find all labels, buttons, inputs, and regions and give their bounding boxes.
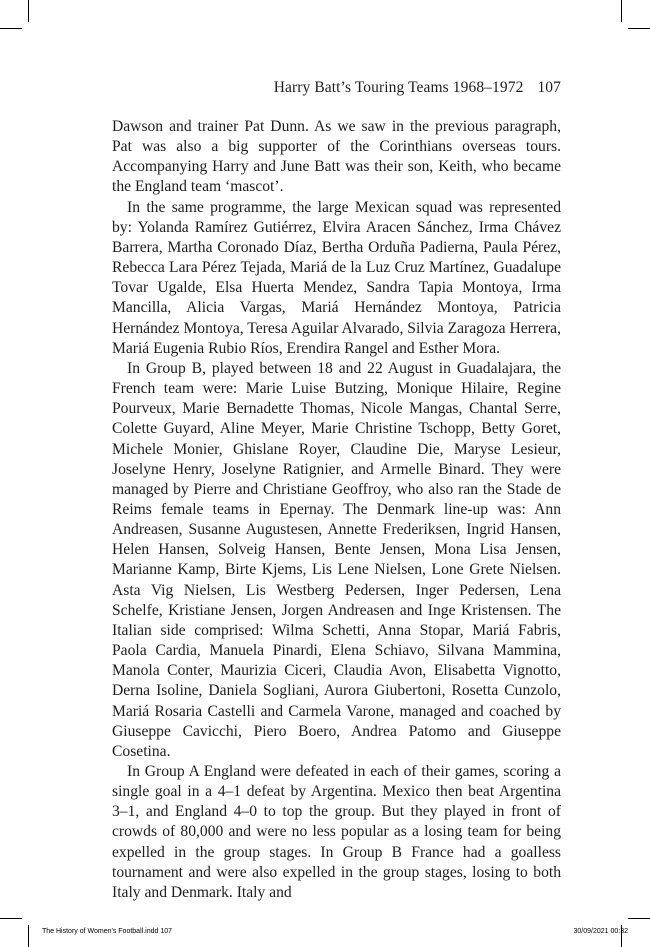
body-text xyxy=(112,117,561,903)
crop-mark-top-left xyxy=(28,0,29,22)
crop-mark-bottom-left-h xyxy=(0,918,22,919)
slug-filename: The History of Women's Football.indd 107 xyxy=(42,928,172,935)
crop-mark-top-right-h xyxy=(628,28,650,29)
paragraph-4: In Group A England were defeated in each of their games, scoring a single goal in a 4–1 defeat by Argentina. Mexico then beat Argentina 3–1, and England 4–0 to top the group. But they played in front of crowds of 80,000 and were no less popular as a losing team for being expelled in the group stages. In Group B France had a goalless tournament and were also expelled in the group stages, losing to both Italy and Denmark. Italy and xyxy=(112,763,561,901)
paragraph-1: Dawson and trainer Pat Dunn. As we saw in the previous paragraph, Pat was also a big supporter of the Corinthians overseas tours. Accompanying Harry and June Batt was their son, Keith, who became the England team ‘mascot’. xyxy=(112,118,561,196)
slug-timestamp: 30/09/2021 00:32 xyxy=(573,928,628,935)
crop-mark-top-right xyxy=(621,0,622,22)
running-head xyxy=(112,79,561,97)
running-head-title: Harry Batt’s Touring Teams 1968–1972 xyxy=(273,79,524,96)
paragraph-2: In the same programme, the large Mexican squad was represented by: Yolanda Ramírez Gutiérrez, Elvira Aracen Sánchez, Irma Chávez Barrera, Martha Coronado Díaz, Bertha Orduña Padierna, Paula Pérez, Rebecca Lara Pérez Tejada, Mariá de la Luz Cruz Martínez, Guadalupe Tovar Ugalde, Elsa Huerta Mendez, Sandra Tapia Montoya, Irma Mancilla, Alicia Vargas, Mariá Hernández Montoya, Patricia Hernández Montoya, Teresa Aguilar Alvarado, Silvia Zaragoza Herrera, Mariá Eugenia Rubio Ríos, Erendira Rangel and Esther Mora. xyxy=(112,198,561,357)
crop-mark-bottom-right-h xyxy=(628,918,650,919)
paragraph-3: In Group B, played between 18 and 22 August in Guadalajara, the French team were: Marie Luise Butzing, Monique Hilaire, Regine Pourveux, Marie Bernadette Thomas, Nicole Mangas, Chantal Serre, Colette Guyard, Aline Meyer, Marie Christine Tschopp, Betty Goret, Michele Monier, Ghislane Royer, Claudine Die, Maryse Lesieur, Joselyne Henry, Joselyne Ratignier, and Armelle Binard. They were managed by Pierre and Christiane Geoffroy, who also ran the Stade de Reims female teams in Epernay. The Denmark line-up was: Ann Andreasen, Susanne Augustesen, Annette Frederiksen, Ingrid Hansen, Helen Hansen, Solveig Hansen, Bente Jensen, Mona Lisa Jensen, Marianne Kamp, Birte Kjems, Lis Lene Nielsen, Lone Grete Nielsen. Asta Vig Nielsen, Lis Westberg Pedersen, Inger Pedersen, Lena Schelfe, Kristiane Jensen, Jorgen Andreasen and Inge Kristensen. The Italian side comprised: Wilma Schetti, Anna Stopar, Mariá Fabris, Paola Cardia, Manuela Pinardi, Elena Schiavo, Silvana Mammina, Manola Conter, Maurizia Ciceri, Claudia Avon, Elisabetta Vignotto, Derna Isoline, Daniela Sogliani, Aurora Giubertoni, Rosetta Cunzolo, Mariá Rosaria Castelli and Carmela Varone, managed and coached by Giuseppe Cavicchi, Piero Boero, Andrea Patomo and Giuseppe Cosetina. xyxy=(112,359,561,760)
crop-mark-top-left-h xyxy=(0,28,22,29)
page-number: 107 xyxy=(537,79,561,96)
crop-mark-bottom-left xyxy=(28,925,29,947)
